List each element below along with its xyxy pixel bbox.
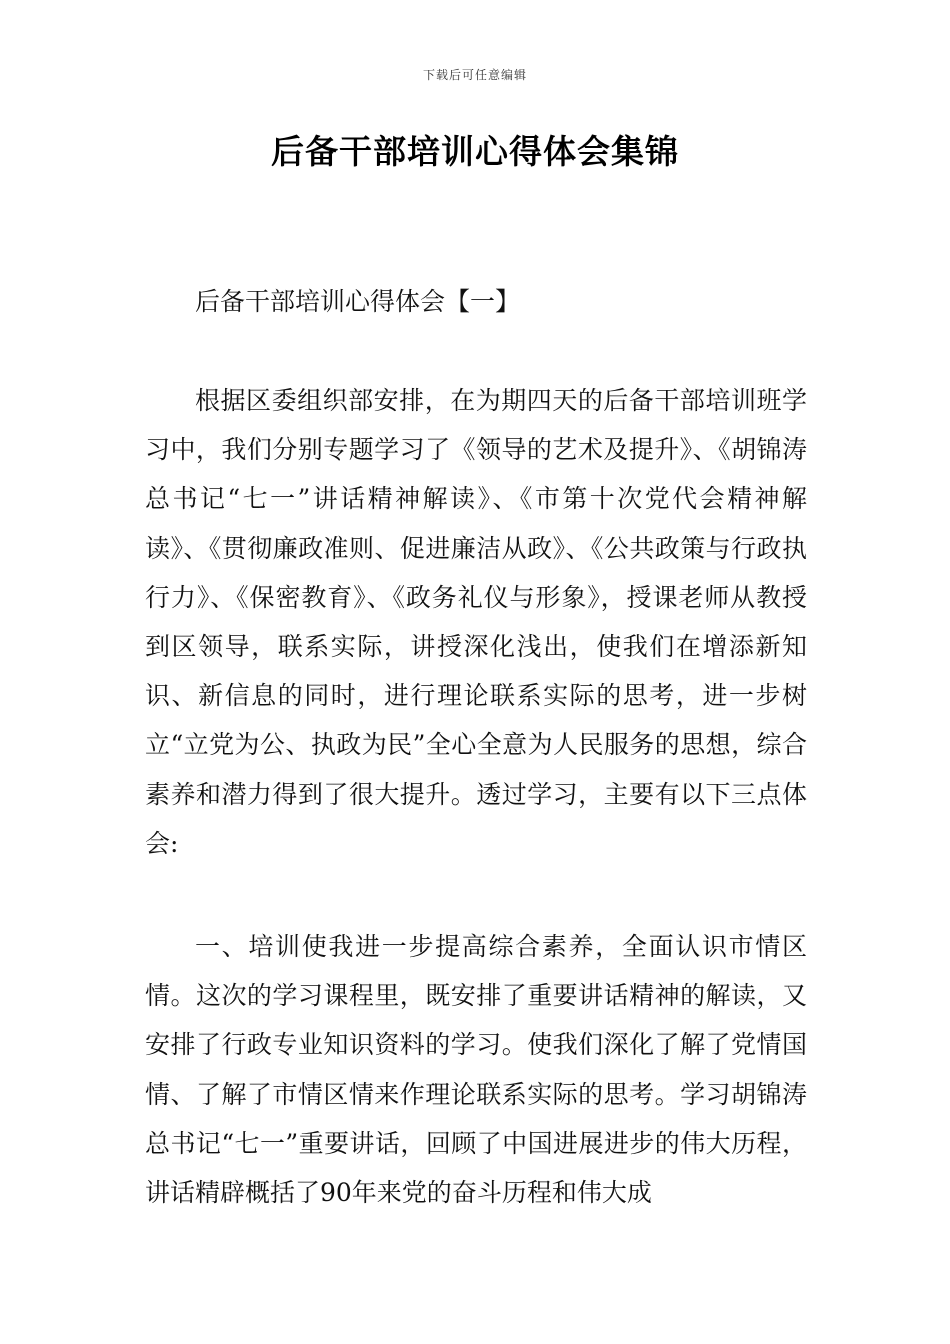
header-note: 下载后可任意编辑 — [422, 68, 527, 82]
body-paragraph-1: 根据区委组织部安排，在为期四天的后备干部培训班学习中，我们分别专题学习了《领导的艺术及提升》、《胡锦涛总书记“七一”讲话精神解读》、《市第十次党代会精神解读》、《贯彻廉政准则、促进廉洁从政》、《公共政策与行政执行力》、《保密教育》、《政务礼仪与形象》，授课老师从教授到区领导，联系实际，讲授深化浅出，使我们在增添新知识、新信息的同时，进行理论联系实际的思考，进一步树立“立党为公、执政为民”全心全意为人民服务的思想，综合素养和潜力得到了很大提升。透过学习，主要有以下三点体会: — [145, 386, 807, 858]
body-paragraph-2: 一、培训使我进一步提高综合素养，全面认识市情区情。这次的学习课程里，既安排了重要讲话精神的解读，又安排了行政专业知识资料的学习。使我们深化了解了党情国情、了解了市情区情来作理论联系实际的思考。学习胡锦涛总书记“七一”重要讲话，回顾了中国进展进步的伟大历程，讲话精辟概括了90年来党的奋斗历程和伟大成 — [145, 932, 807, 1208]
section-heading: 后备干部培训心得体会【一】 — [195, 287, 521, 316]
document-title: 后备干部培训心得体会集锦 — [271, 132, 679, 171]
